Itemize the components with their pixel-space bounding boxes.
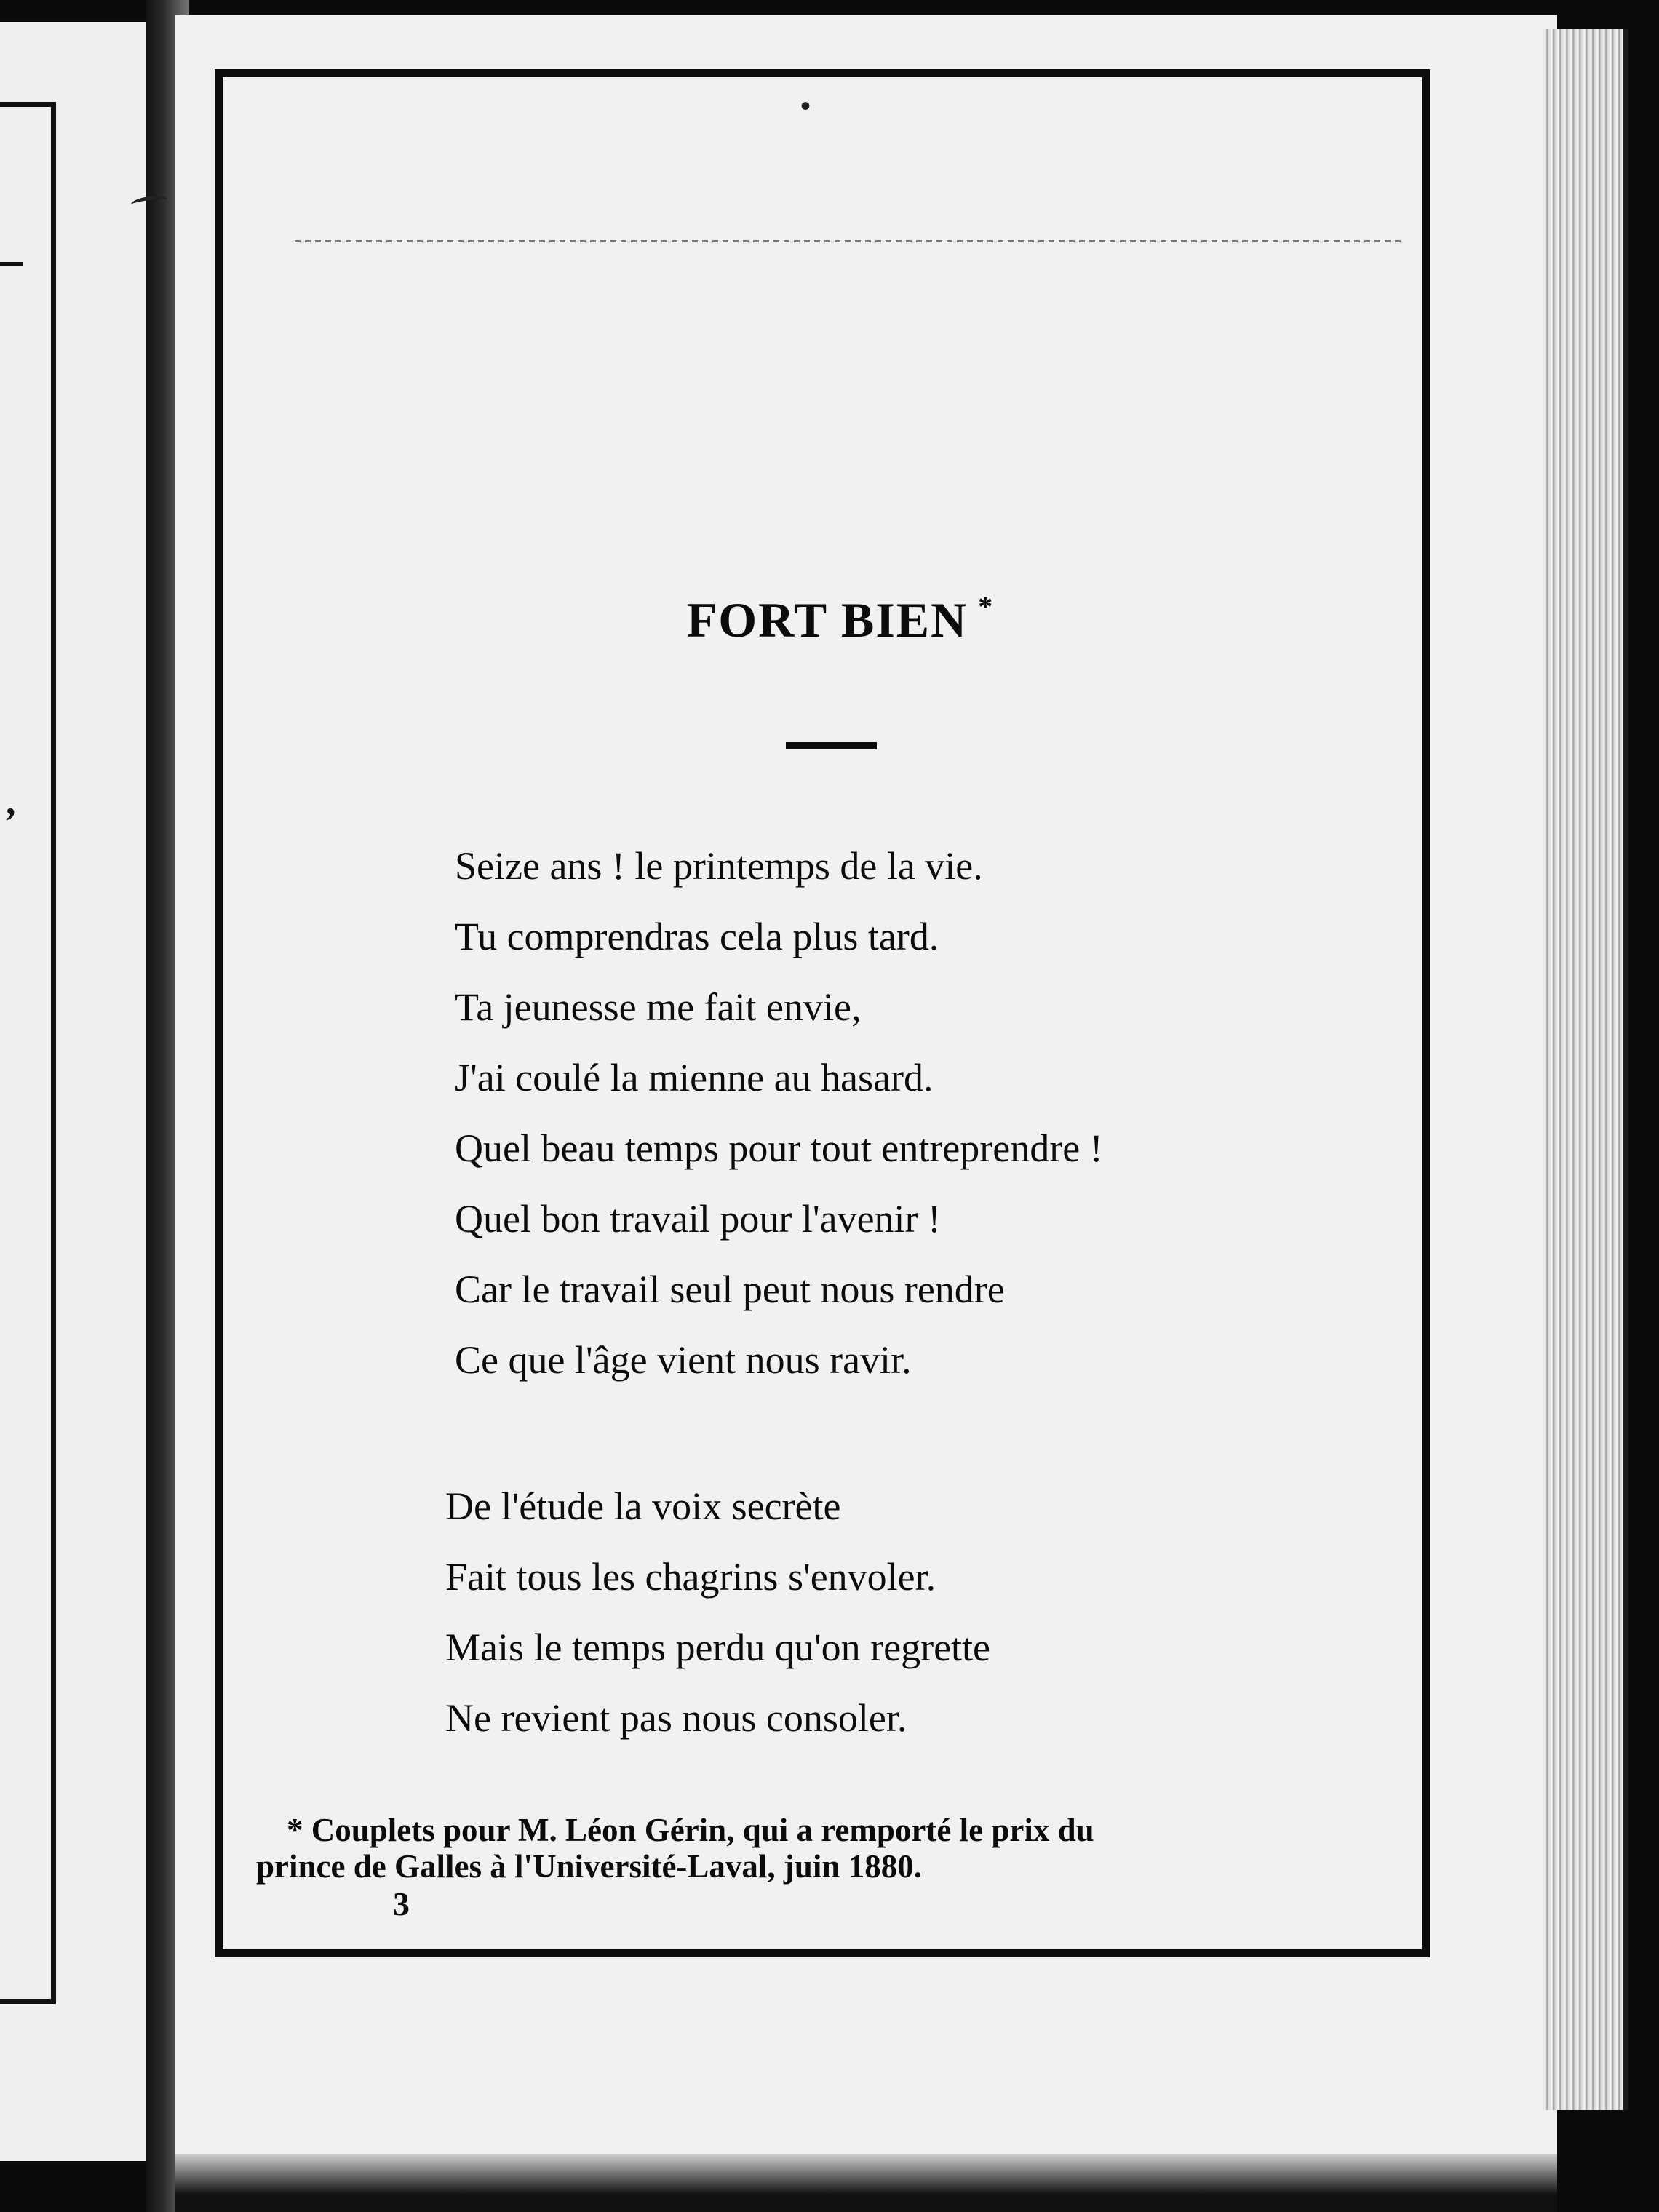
verse-line: Ta jeunesse me fait envie,: [455, 985, 862, 1029]
footnote: [256, 1812, 1369, 1885]
verse-line: De l'étude la voix secrète: [445, 1484, 841, 1528]
footnote-marker: *: [978, 590, 995, 623]
signature-mark: 3: [393, 1885, 410, 1922]
poem-title: [0, 589, 1659, 649]
verse-line: Quel beau temps pour tout entreprendre !: [455, 1126, 1103, 1170]
page-edges: [1543, 29, 1628, 2110]
verse-line: J'ai coulé la mienne au hasard.: [455, 1056, 934, 1099]
verse-line: Tu comprendras cela plus tard.: [455, 915, 939, 958]
verse-line: Quel bon travail pour l'avenir !: [455, 1197, 942, 1241]
stanza-1: [455, 831, 1103, 1396]
verse-line: Car le travail seul peut nous rendre: [455, 1268, 1005, 1311]
previous-page-comma: ,: [6, 779, 16, 823]
verse-line: Seize ans ! le printemps de la vie.: [455, 844, 983, 888]
stanza-2: [445, 1471, 990, 1754]
ink-speck: •: [800, 89, 811, 122]
page-bottom-shadow: [175, 2154, 1557, 2212]
verse-line: Fait tous les chagrins s'envoler.: [445, 1555, 936, 1599]
previous-page-dash: [0, 262, 23, 266]
poem-title-text: FORT BIEN: [686, 592, 968, 648]
verse-line: Mais le temps perdu qu'on regrette: [445, 1626, 991, 1669]
title-divider: [786, 742, 877, 749]
verse-line: Ce que l'âge vient nous ravir.: [455, 1338, 912, 1382]
verse-line: Ne revient pas nous consoler.: [445, 1696, 907, 1740]
previous-page: [0, 22, 156, 2161]
footnote-line: * Couplets pour M. Léon Gérin, qui a remporté le prix du: [287, 1812, 1094, 1848]
previous-page-border: [0, 102, 56, 2004]
footnote-line: prince de Galles à l'Université-Laval, juin 1880.: [256, 1848, 922, 1885]
